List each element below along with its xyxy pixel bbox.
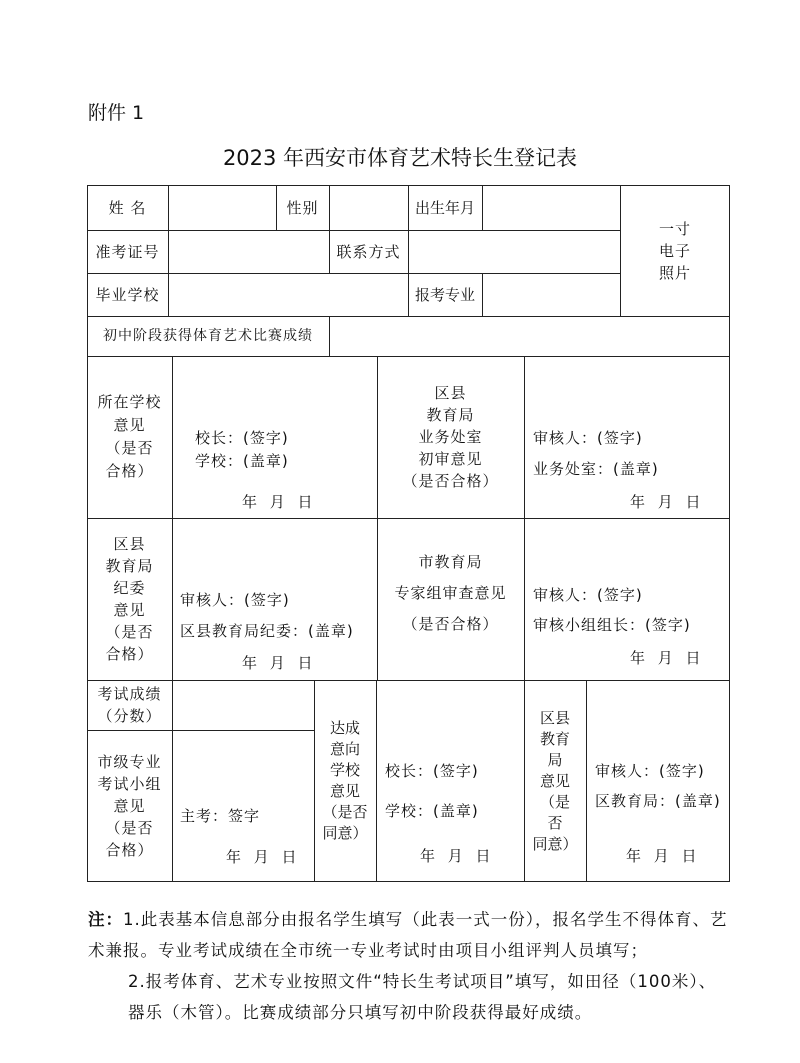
gender-label: 性别 <box>286 198 319 217</box>
school-seal: 学校：(盖章) <box>195 452 289 470</box>
date: 年 月 日 <box>420 847 492 865</box>
v-line <box>408 230 409 273</box>
district-bureau-opinion-label: 区县 教育 局 意见 （是 否 同意） <box>532 708 578 853</box>
contest-result-label: 初中阶段获得体育艺术比赛成绩 <box>103 328 313 344</box>
date: 年 月 日 <box>630 493 702 511</box>
contact-label: 联系方式 <box>336 242 401 261</box>
office-seal: 业务处室：(盖章) <box>533 460 659 478</box>
birth-label: 出生年月 <box>414 198 475 217</box>
discipline-seal: 区县教育局纪委：(盖章) <box>180 622 354 640</box>
date: 年 月 日 <box>626 847 698 865</box>
v-line <box>329 316 330 356</box>
note-1 <box>88 904 728 966</box>
notes <box>88 904 728 1028</box>
note-1-text: 1.此表基本信息部分由报名学生填写（此表一式一份），报名学生不得体育、艺术兼报。专业考试成绩在全市统一专业考试时由项目小组评判人员填写； <box>88 910 728 960</box>
district-office-opinion-label: 区县 教育局 业务处室 初审意见 （是否合格） <box>402 384 499 490</box>
v-line <box>524 356 525 680</box>
group-leader-signature: 审核小组组长：(签字) <box>533 616 691 634</box>
h-line <box>87 356 730 357</box>
date: 年 月 日 <box>242 493 314 511</box>
intent-school-opinion-label: 达成 意向 学校 意见 （是否 同意） <box>322 719 368 842</box>
v-line <box>586 680 587 882</box>
v-line <box>482 185 483 230</box>
district-discipline-opinion-label: 区县 教育局 纪委 意见 （是否 合格） <box>105 535 154 663</box>
major-label: 报考专业 <box>414 285 475 304</box>
v-line <box>172 356 173 882</box>
v-line <box>482 273 483 316</box>
reviewer-signature: 审核人：(签字) <box>533 429 643 447</box>
note-2: 2.报考体育、艺术专业按照文件“特长生考试项目”填写，如田径（100米）、器乐（木管）。比赛成绩部分只填写初中阶段获得最好成绩。 <box>128 972 717 1022</box>
v-line <box>168 185 169 316</box>
city-exam-group-opinion-label: 市级专业 考试小组 意见 （是否 合格） <box>97 753 162 859</box>
h-line <box>87 518 730 519</box>
date: 年 月 日 <box>630 649 702 667</box>
v-line <box>329 185 330 230</box>
principal-signature: 校长：(签字) <box>195 429 289 447</box>
v-line <box>376 680 377 882</box>
date: 年 月 日 <box>242 654 314 672</box>
school-label: 毕业学校 <box>95 285 160 304</box>
exam-number-label: 准考证号 <box>95 242 160 261</box>
reviewer-signature: 审核人：(签字) <box>595 762 705 780</box>
reviewer-signature: 审核人：(签字) <box>180 591 290 609</box>
form-title: 2023 年西安市体育艺术特长生登记表 <box>222 146 578 170</box>
photo-placeholder: 一寸 电子 照片 <box>658 219 691 282</box>
h-line <box>87 680 730 681</box>
city-expert-opinion-label: 市教育局 专家组审查意见 （是否合格） <box>394 552 507 633</box>
principal-signature: 校长：(签字) <box>385 762 479 780</box>
reviewer-signature: 审核人：(签字) <box>533 586 643 604</box>
school-seal: 学校：(盖章) <box>385 802 479 820</box>
notes-label: 注： <box>88 910 123 929</box>
school-opinion-label: 所在学校 意见 （是否 合格） <box>97 393 162 480</box>
examiner-signature: 主考：签字 <box>180 807 261 825</box>
date: 年 月 日 <box>226 848 298 866</box>
name-label: 姓 名 <box>108 198 147 217</box>
exam-score-label: 考试成绩 （分数） <box>97 685 162 725</box>
attachment-label: 附件 1 <box>88 102 145 124</box>
bureau-seal: 区教育局：(盖章) <box>595 792 721 810</box>
